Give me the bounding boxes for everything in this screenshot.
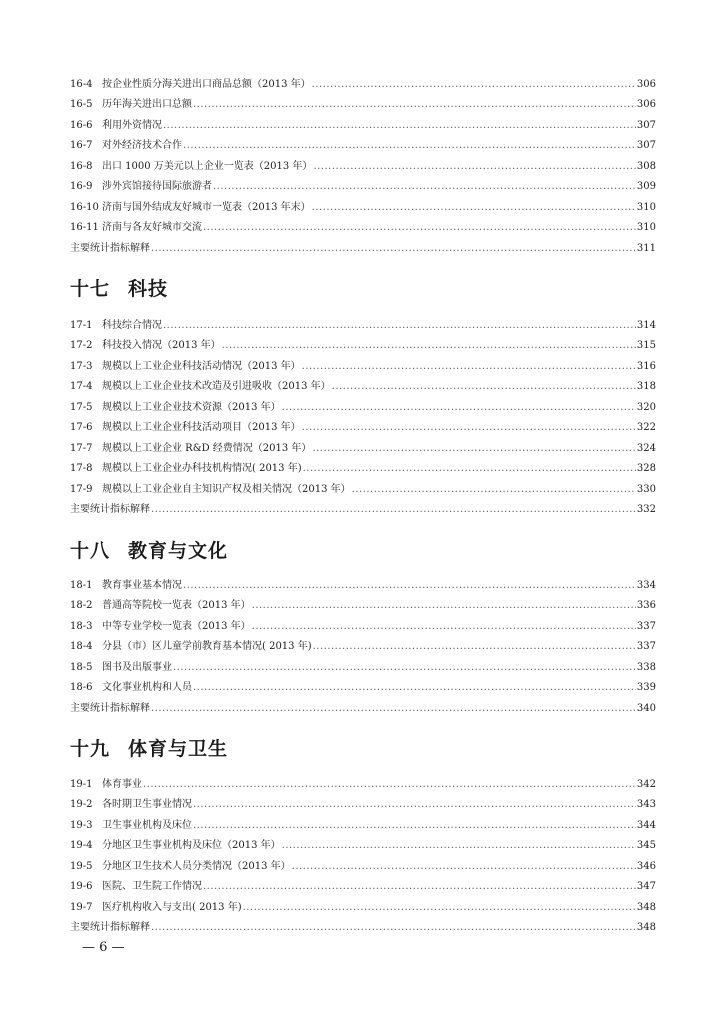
toc-entry-title: 卫生事业机构及床位 bbox=[102, 819, 192, 831]
toc-entry-number: 16-7 bbox=[70, 140, 93, 151]
toc-entry bbox=[70, 873, 656, 894]
dot-leader bbox=[193, 682, 636, 694]
toc-entry bbox=[70, 496, 656, 517]
toc-entry-title: 分地区卫生事业机构及床位（2013 年） bbox=[102, 840, 281, 851]
toc-entry-title: 普通高等院校一览表（2013 年） bbox=[102, 600, 251, 611]
toc-entry-page: 338 bbox=[636, 661, 656, 673]
chapter-title: 体育与卫生 bbox=[128, 738, 229, 760]
toc-entry bbox=[70, 193, 656, 214]
toc-section-18 bbox=[70, 571, 656, 715]
dot-leader bbox=[312, 443, 635, 455]
toc-entry-number: 17-5 bbox=[70, 401, 93, 413]
toc-entry-title: 出口 1000 万美元以上企业一览表（2013 年） bbox=[102, 160, 313, 172]
toc-entry-page: 336 bbox=[636, 600, 656, 611]
toc-entry-page: 344 bbox=[636, 819, 656, 831]
toc-entry-number: 17-4 bbox=[70, 381, 93, 392]
toc-entry bbox=[70, 414, 656, 435]
dot-leader bbox=[213, 181, 636, 193]
toc-entry bbox=[70, 653, 656, 674]
toc-entry-page: 320 bbox=[636, 401, 656, 413]
chapter-number: 十七 bbox=[70, 278, 111, 300]
toc-entry-page: 346 bbox=[636, 860, 656, 872]
toc-entry bbox=[70, 234, 656, 255]
toc-entry-page: 308 bbox=[636, 160, 656, 172]
dot-leader bbox=[292, 861, 636, 873]
toc-entry-title: 教育事业基本情况 bbox=[102, 579, 182, 591]
toc-entry-title: 规模以上工业企业 R&D 经费情况（2013 年） bbox=[102, 442, 312, 454]
toc-entry-number: 17-2 bbox=[70, 340, 93, 351]
toc-entry bbox=[70, 393, 656, 414]
toc-entry-page: 309 bbox=[636, 181, 656, 192]
toc-entry bbox=[70, 434, 656, 455]
toc-entry bbox=[70, 571, 656, 592]
dot-leader bbox=[193, 99, 636, 111]
dot-leader bbox=[163, 320, 636, 332]
dot-leader bbox=[303, 463, 636, 475]
toc-entry-page: 340 bbox=[636, 702, 656, 714]
toc-section-16 bbox=[70, 70, 656, 255]
toc-entry-title: 主要统计指标解释 bbox=[70, 242, 150, 254]
toc-entry-page: 306 bbox=[636, 99, 656, 110]
chapter-number: 十八 bbox=[70, 540, 111, 562]
toc-entry-title: 利用外资情况 bbox=[102, 119, 162, 131]
toc-entry-title: 主要统计指标解释 bbox=[70, 922, 150, 933]
toc-entry-title: 医院、卫生院工作情况 bbox=[102, 881, 202, 892]
dot-leader bbox=[332, 381, 636, 393]
toc-entry-page: 311 bbox=[636, 242, 656, 254]
dot-leader bbox=[193, 799, 636, 811]
dot-leader bbox=[312, 79, 636, 91]
dot-leader bbox=[302, 422, 636, 434]
toc-entry-page: 316 bbox=[636, 360, 656, 372]
toc-entry-number: 16-9 bbox=[70, 181, 93, 192]
toc-entry-title: 分县（市）区儿童学前教育基本情况( 2013 年) bbox=[102, 641, 312, 652]
toc-entry-number: 18-3 bbox=[70, 620, 93, 632]
toc-entry-number: 19-5 bbox=[70, 860, 93, 872]
toc-entry-title: 规模以上工业企业自主知识产权及相关情况（2013 年） bbox=[102, 483, 351, 495]
toc-entry-number: 17-7 bbox=[70, 442, 93, 454]
dot-leader bbox=[282, 402, 636, 414]
toc-entry bbox=[70, 132, 656, 153]
toc-entry-page: 342 bbox=[636, 778, 656, 790]
toc-entry-title: 科技综合情况 bbox=[102, 319, 162, 331]
toc-entry-title: 文化事业机构和人员 bbox=[102, 682, 192, 693]
dot-leader bbox=[183, 580, 636, 592]
toc-entry-number: 18-1 bbox=[70, 579, 93, 591]
toc-entry bbox=[70, 475, 656, 496]
toc-entry bbox=[70, 852, 656, 873]
toc-entry bbox=[70, 152, 656, 173]
dot-leader bbox=[151, 504, 636, 516]
toc-entry-number: 16-8 bbox=[70, 160, 93, 172]
toc-entry-number: 16-4 bbox=[70, 78, 93, 90]
dot-leader bbox=[173, 662, 636, 674]
toc-entry-page: 330 bbox=[636, 483, 656, 495]
toc-entry bbox=[70, 791, 656, 812]
toc-entry bbox=[70, 311, 656, 332]
toc-section-17 bbox=[70, 311, 656, 516]
toc-entry-page: 318 bbox=[636, 381, 656, 392]
page-number: — 6 — bbox=[82, 940, 125, 955]
dot-leader bbox=[252, 600, 636, 612]
toc-entry bbox=[70, 592, 656, 613]
toc-entry bbox=[70, 214, 656, 235]
toc-entry-page: 307 bbox=[636, 119, 656, 131]
toc-entry-number: 16-10 bbox=[70, 201, 99, 213]
toc-entry-page: 324 bbox=[636, 442, 656, 454]
toc-entry bbox=[70, 332, 656, 353]
dot-leader bbox=[203, 222, 636, 234]
toc-entry-title: 图书及出版事业 bbox=[102, 661, 172, 673]
toc-entry-title: 各时期卫生事业情况 bbox=[102, 799, 192, 810]
toc-entry-page: 328 bbox=[636, 463, 656, 474]
dot-leader bbox=[302, 361, 636, 373]
toc-entry-title: 医疗机构收入与支出( 2013 年) bbox=[102, 901, 242, 913]
toc-entry-page: 310 bbox=[636, 201, 656, 213]
toc-entry-title: 按企业性质分海关进出口商品总额（2013 年） bbox=[102, 78, 311, 90]
chapter-title: 科技 bbox=[128, 278, 169, 300]
toc-entry bbox=[70, 455, 656, 476]
toc-entry-page: 348 bbox=[636, 922, 656, 933]
toc-entry-title: 规模以上工业企业技术资源（2013 年） bbox=[102, 401, 281, 413]
toc-entry bbox=[70, 694, 656, 715]
toc-entry-number: 17-9 bbox=[70, 483, 93, 495]
toc-entry bbox=[70, 633, 656, 654]
toc-entry-number: 19-7 bbox=[70, 901, 93, 913]
toc-entry-title: 历年海关进出口总额 bbox=[102, 99, 192, 110]
dot-leader bbox=[313, 161, 635, 173]
dot-leader bbox=[193, 820, 636, 832]
toc-entry-title: 分地区卫生技术人员分类情况（2013 年） bbox=[102, 860, 291, 872]
toc-entry bbox=[70, 832, 656, 853]
toc-entry-number: 17-3 bbox=[70, 360, 93, 372]
dot-leader bbox=[151, 243, 636, 255]
toc-entry-page: 314 bbox=[636, 319, 656, 331]
toc-entry-title: 科技投入情况（2013 年） bbox=[102, 340, 221, 351]
toc-entry-page: 337 bbox=[636, 641, 656, 652]
toc-entry-title: 主要统计指标解释 bbox=[70, 504, 150, 515]
dot-leader bbox=[151, 922, 636, 934]
toc-entry bbox=[70, 352, 656, 373]
toc-entry-number: 19-6 bbox=[70, 881, 93, 892]
toc-entry-number: 16-11 bbox=[70, 222, 99, 233]
toc-section-19 bbox=[70, 770, 656, 934]
toc-entry bbox=[70, 914, 656, 935]
toc-entry-number: 17-6 bbox=[70, 422, 93, 433]
toc-entry-title: 规模以上工业企业科技活动项目（2013 年） bbox=[102, 422, 301, 433]
chapter-title: 教育与文化 bbox=[128, 540, 229, 562]
toc-entry-page: 322 bbox=[636, 422, 656, 433]
toc-entry-page: 310 bbox=[636, 222, 656, 233]
toc-entry bbox=[70, 811, 656, 832]
dot-leader bbox=[163, 120, 636, 132]
toc-entry-page: 307 bbox=[636, 140, 656, 151]
toc-entry-page: 315 bbox=[636, 340, 656, 351]
toc-entry-title: 济南与各友好城市交流 bbox=[102, 222, 202, 233]
dot-leader bbox=[222, 340, 636, 352]
toc-entry-title: 济南与国外结成友好城市一览表（2013 年末） bbox=[102, 201, 311, 213]
dot-leader bbox=[203, 881, 636, 893]
toc-entry bbox=[70, 173, 656, 194]
dot-leader bbox=[243, 902, 636, 914]
toc-entry-page: 306 bbox=[636, 78, 656, 90]
toc-entry-page: 337 bbox=[636, 620, 656, 632]
toc-entry bbox=[70, 893, 656, 914]
dot-leader bbox=[151, 703, 636, 715]
toc-entry-number: 19-1 bbox=[70, 778, 93, 790]
toc-entry bbox=[70, 770, 656, 791]
toc-entry-title: 体育事业 bbox=[102, 778, 142, 790]
toc-entry-title: 主要统计指标解释 bbox=[70, 702, 150, 714]
toc-entry-number: 18-5 bbox=[70, 661, 93, 673]
dot-leader bbox=[352, 484, 636, 496]
toc-entry-number: 19-2 bbox=[70, 799, 93, 810]
toc-entry-number: 19-3 bbox=[70, 819, 93, 831]
toc-entry-number: 18-4 bbox=[70, 641, 93, 652]
toc-entry-title: 规模以上工业企业办科技机构情况( 2013 年) bbox=[102, 463, 302, 474]
toc-entry bbox=[70, 111, 656, 132]
toc-entry-title: 对外经济技术合作 bbox=[102, 140, 182, 151]
chapter-heading-19 bbox=[70, 734, 228, 761]
chapter-number: 十九 bbox=[70, 738, 111, 760]
toc-entry-page: 345 bbox=[636, 840, 656, 851]
chapter-heading-17 bbox=[70, 274, 168, 301]
toc-entry bbox=[70, 91, 656, 112]
dot-leader bbox=[312, 202, 636, 214]
dot-leader bbox=[183, 140, 636, 152]
dot-leader bbox=[252, 621, 636, 633]
chapter-heading-18 bbox=[70, 536, 228, 563]
dot-leader bbox=[282, 840, 636, 852]
toc-entry bbox=[70, 70, 656, 91]
toc-entry-title: 规模以上工业企业技术改造及引进吸收（2013 年） bbox=[102, 381, 331, 392]
toc-entry-page: 348 bbox=[636, 901, 656, 913]
toc-entry-number: 17-1 bbox=[70, 319, 93, 331]
toc-entry bbox=[70, 674, 656, 695]
toc-entry-page: 339 bbox=[636, 682, 656, 693]
dot-leader bbox=[143, 779, 636, 791]
dot-leader bbox=[313, 641, 636, 653]
toc-entry-number: 16-5 bbox=[70, 99, 93, 110]
toc-entry-title: 规模以上工业企业科技活动情况（2013 年） bbox=[102, 360, 301, 372]
toc-entry-page: 343 bbox=[636, 799, 656, 810]
toc-entry-title: 涉外宾馆接待国际旅游者 bbox=[102, 181, 212, 192]
toc-entry-number: 18-2 bbox=[70, 600, 93, 611]
toc-entry-title: 中等专业学校一览表（2013 年） bbox=[102, 620, 251, 632]
toc-entry-number: 19-4 bbox=[70, 840, 93, 851]
toc-entry-number: 16-6 bbox=[70, 119, 93, 131]
toc-entry-page: 347 bbox=[636, 881, 656, 892]
toc-entry bbox=[70, 373, 656, 394]
toc-entry-number: 17-8 bbox=[70, 463, 93, 474]
toc-entry-page: 332 bbox=[636, 504, 656, 515]
toc-entry-number: 18-6 bbox=[70, 682, 93, 693]
toc-entry bbox=[70, 612, 656, 633]
toc-entry-page: 334 bbox=[636, 579, 656, 591]
